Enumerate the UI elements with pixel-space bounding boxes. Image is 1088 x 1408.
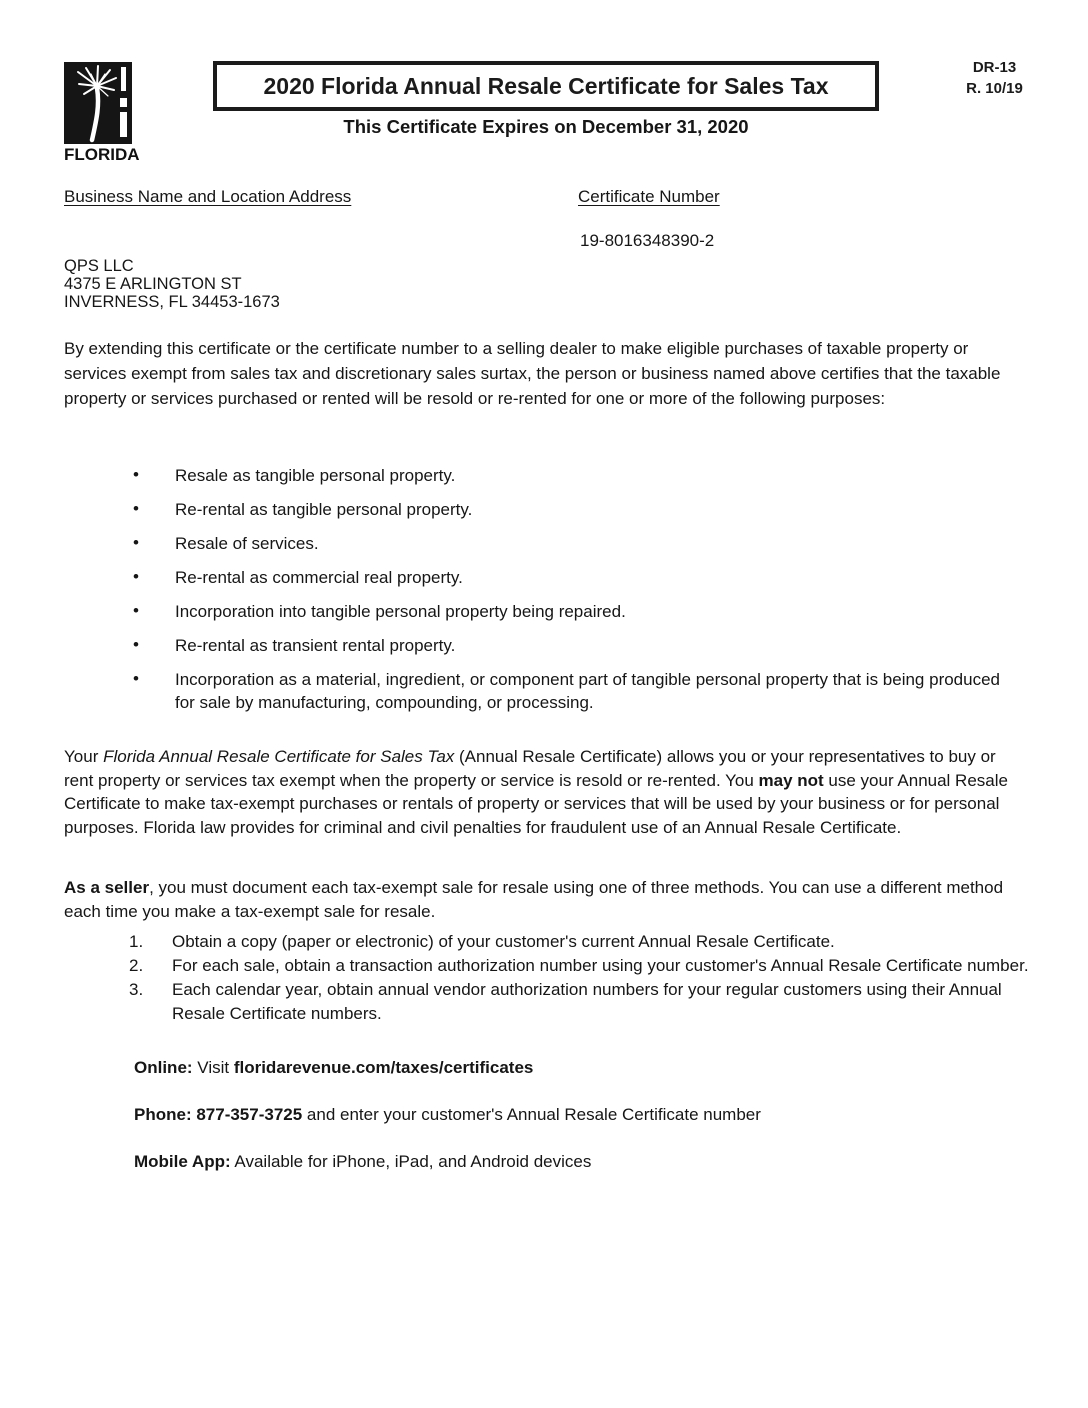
online-text: Visit	[192, 1058, 234, 1077]
purpose-item	[133, 532, 1013, 555]
seller-text: , you must document each tax-exempt sale for resale using one of three methods. You can use a different method each time you make a tax-exempt sale for resale.	[64, 878, 1004, 921]
method-text: Obtain a copy (paper or electronic) of your customer's current Annual Resale Certificate.	[172, 932, 835, 951]
contact-online-line	[134, 1058, 533, 1078]
certificates-url: floridarevenue.com/taxes/certificates	[233, 1058, 534, 1077]
purpose-item	[133, 668, 1013, 714]
purposes-list	[133, 464, 1013, 725]
address-line-1: 4375 E ARLINGTON ST	[64, 275, 242, 293]
phone-number: Phone: 877-357-3725	[134, 1105, 303, 1124]
usage-text: Your	[64, 747, 104, 766]
usage-text: use your Annual Resale Certificate to make tax-exempt purchases or rentals of property or services that will be used by your business or for personal purposes. Florida law provides for criminal and civil penalties for fraudulent use of an Annual Resale Certificate.	[64, 770, 1008, 837]
may-not-emphasis: may not	[758, 770, 824, 790]
method-item	[129, 930, 1037, 954]
certificate-number-label: Certificate Number	[578, 187, 720, 206]
purpose-text: Re-rental as commercial real property.	[175, 568, 463, 587]
form-number: DR-13	[972, 59, 1017, 76]
expiry-notice: This Certificate Expires on December 31, 2020	[343, 116, 749, 137]
purpose-text: Incorporation into tangible personal property being repaired.	[175, 602, 626, 621]
method-text: Each calendar year, obtain annual vendor authorization numbers for your regular customers using their Annual Resale Certificate numbers.	[172, 980, 1002, 1023]
mobile-app-text: Available for iPhone, iPad, and Android devices	[230, 1152, 592, 1171]
bullet-icon: •	[133, 635, 139, 654]
seller-paragraph	[64, 876, 1029, 924]
purpose-item	[133, 464, 1013, 487]
certificate-number-value: 19-8016348390-2	[580, 231, 715, 250]
form-title: 2020 Florida Annual Resale Certificate for Sales Tax	[263, 72, 829, 99]
form-code-block	[942, 57, 1047, 99]
purpose-item	[133, 498, 1013, 521]
business-address-label: Business Name and Location Address	[64, 187, 352, 206]
bullet-icon: •	[133, 499, 139, 518]
mobile-app-label: Mobile App:	[134, 1152, 231, 1171]
purpose-item	[133, 600, 1013, 623]
contact-phone-line	[134, 1105, 761, 1125]
business-address-block	[64, 257, 280, 311]
purpose-text: Incorporation as a material, ingredient, or component part of tangible personal property that is being produced for sale by manufacturing, compounding, or processing.	[175, 670, 1000, 712]
usage-paragraph	[64, 745, 1024, 839]
method-number: 1.	[129, 932, 144, 951]
bullet-icon: •	[133, 669, 139, 688]
address-line-2: INVERNESS, FL 34453-1673	[64, 293, 280, 311]
bullet-icon: •	[133, 601, 139, 620]
phone-text: and enter your customer's Annual Resale Certificate number	[302, 1105, 761, 1124]
purpose-text: Resale as tangible personal property.	[175, 466, 456, 485]
method-number: 2.	[129, 956, 144, 975]
purpose-item	[133, 634, 1013, 657]
purpose-item	[133, 566, 1013, 589]
bullet-icon: •	[133, 465, 139, 484]
method-item	[129, 954, 1037, 978]
business-name: QPS LLC	[64, 257, 134, 275]
method-text: For each sale, obtain a transaction authorization number using your customer's Annual Resale Certificate number.	[172, 956, 1029, 975]
purpose-text: Re-rental as transient rental property.	[175, 636, 456, 655]
florida-dor-logo	[64, 62, 148, 165]
online-label: Online:	[134, 1058, 193, 1077]
purpose-text: Re-rental as tangible personal property.	[175, 500, 473, 519]
bullet-icon: •	[133, 533, 139, 552]
intro-paragraph: By extending this certificate or the certificate number to a selling dealer to make eligible purchases of taxable property or services exempt from sales tax and discretionary sales surtax, the person or business named above certifies that the taxable property or services purchased or rented will be resold or re-rented for one or more of the following purposes:	[64, 339, 1001, 408]
bullet-icon: •	[133, 567, 139, 586]
purpose-text: Resale of services.	[175, 534, 319, 553]
usage-text: (Annual Resale Certificate) allows you or your representatives to buy or rent property or services tax exempt when the property or service is resold or re-rented. You	[64, 747, 996, 790]
certificate-title-italic: Florida Annual Resale Certificate for Sales Tax	[103, 747, 455, 766]
as-a-seller-emphasis: As a seller	[64, 878, 150, 897]
form-revision: R. 10/19	[966, 80, 1023, 97]
logo-florida-label: FLORIDA	[64, 145, 140, 164]
methods-list	[129, 930, 1037, 1026]
method-item	[129, 978, 1037, 1026]
form-title-box	[213, 61, 879, 111]
method-number: 3.	[129, 980, 144, 999]
contact-mobile-line	[134, 1152, 591, 1172]
palm-tree-icon	[64, 62, 148, 144]
